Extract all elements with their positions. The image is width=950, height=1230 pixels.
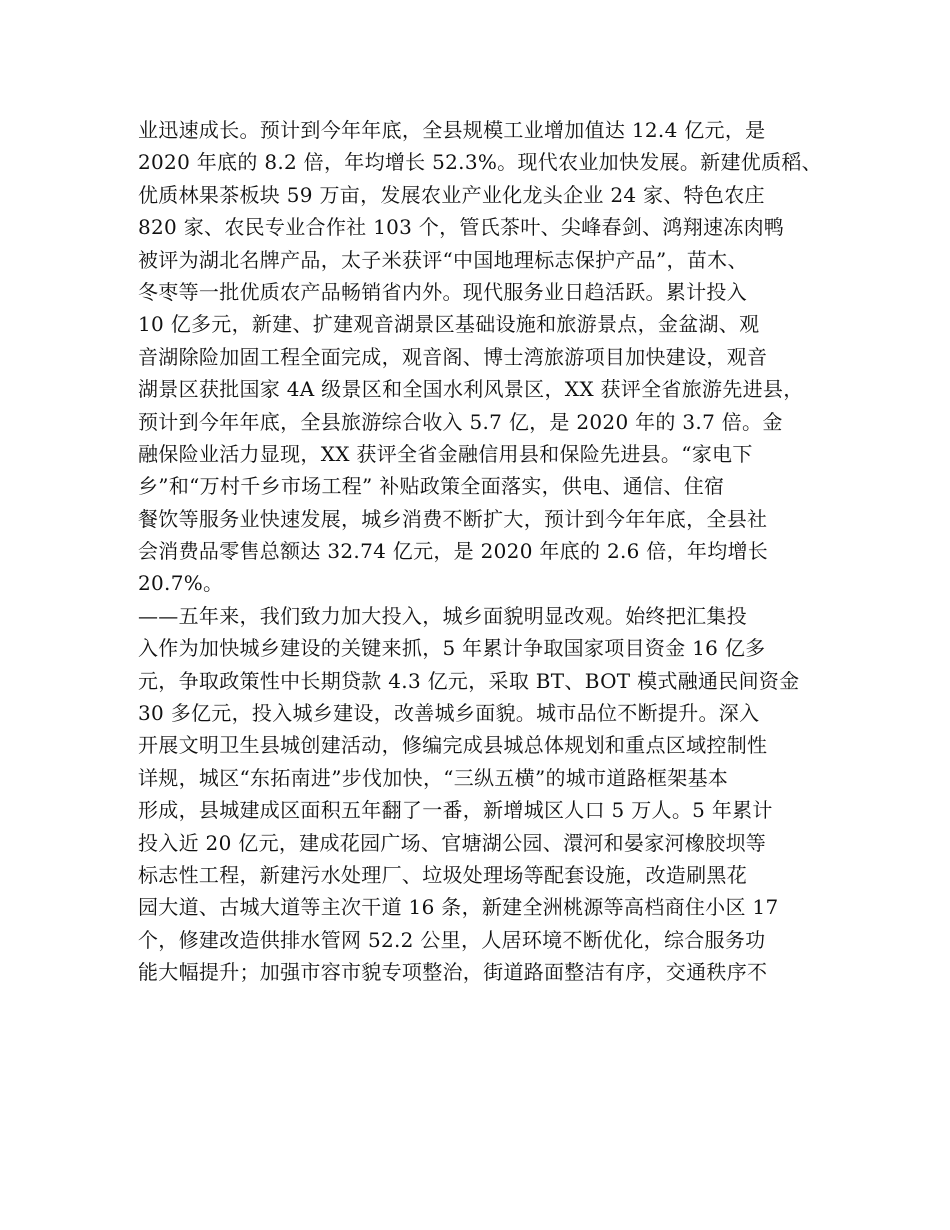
body-text [138, 114, 838, 989]
text-line: 餐饮等服务业快速发展，城乡消费不断扩大，预计到今年年底，全县社 [138, 506, 768, 531]
text-line: 20.7%。 [138, 571, 224, 596]
text-line: 形成，县城建成区面积五年翻了一番，新增城区人口 5 万人。5 年累计 [138, 798, 773, 823]
text-line: 入作为加快城乡建设的关键来抓，5 年累计争取国家项目资金 16 亿多 [138, 636, 766, 661]
text-line: ——五年来，我们致力加大投入，城乡面貌明显改观。始终把汇集投 [138, 603, 747, 628]
text-line: 标志性工程，新建污水处理厂、垃圾处理场等配套设施，改造刷黑花 [138, 862, 747, 887]
text-line: 开展文明卫生县城创建活动，修编完成县城总体规划和重点区域控制性 [138, 733, 768, 758]
text-line: 2020 年底的 8.2 倍，年均增长 52.3%。现代农业加快发展。新建优质稻、 [138, 150, 822, 175]
text-line: 湖景区获批国家 4A 级景区和全国水利风景区，XX 获评全省旅游先进县， [138, 377, 804, 402]
text-line: 820 家、农民专业合作社 103 个，管氏茶叶、尖峰春剑、鸿翔速冻肉鸭 [138, 215, 785, 240]
text-line: 优质林果茶板块 59 万亩，发展农业产业化龙头企业 24 家、特色农庄 [138, 182, 765, 207]
text-line: 预计到今年年底，全县旅游综合收入 5.7 亿，是 2020 年的 3.7 倍。金 [138, 409, 783, 434]
text-line: 园大道、古城大道等主次干道 16 条，新建全洲桃源等高档商住小区 17 [138, 895, 779, 920]
text-line: 详规，城区“东拓南进”步伐加快，“三纵五横”的城市道路框架基本 [138, 765, 729, 790]
text-line: 30 多亿元，投入城乡建设，改善城乡面貌。城市品位不断提升。深入 [138, 701, 760, 726]
text-line: 10 亿多元，新建、扩建观音湖景区基础设施和旅游景点，金盆湖、观 [138, 312, 760, 337]
text-line: 音湖除险加固工程全面完成，观音阁、博士湾旅游项目加快建设，观音 [138, 344, 768, 369]
text-line: 融保险业活力显现，XX 获评全省金融信用县和保险先进县。“家电下 [138, 441, 753, 466]
text-line: 会消费品零售总额达 32.74 亿元，是 2020 年底的 2.6 倍，年均增长 [138, 539, 769, 564]
text-line: 业迅速成长。预计到今年年底，全县规模工业增加值达 12.4 亿元，是 [138, 118, 766, 142]
text-line: 个，修建改造供排水管网 52.2 公里，人居环境不断优化，综合服务功 [138, 927, 766, 952]
text-line: 冬枣等一批优质农产品畅销省内外。现代服务业日趋活跃。累计投入 [138, 279, 747, 304]
text-line: 被评为湖北名牌产品，太子米获评“中国地理标志保护产品”，苗木、 [138, 247, 748, 272]
text-line: 投入近 20 亿元，建成花园广场、官塘湖公园、澴河和晏家河橡胶坝等 [138, 830, 767, 855]
text-line: 能大幅提升；加强市容市貌专项整治，街道路面整洁有序，交通秩序不 [138, 960, 768, 985]
text-line: 元，争取政策性中长期贷款 4.3 亿元，采取 BT、BOT 模式融通民间资金 [138, 668, 800, 693]
text-line: 乡”和“万村千乡市场工程” 补贴政策全面落实，供电、通信、住宿 [138, 474, 725, 499]
